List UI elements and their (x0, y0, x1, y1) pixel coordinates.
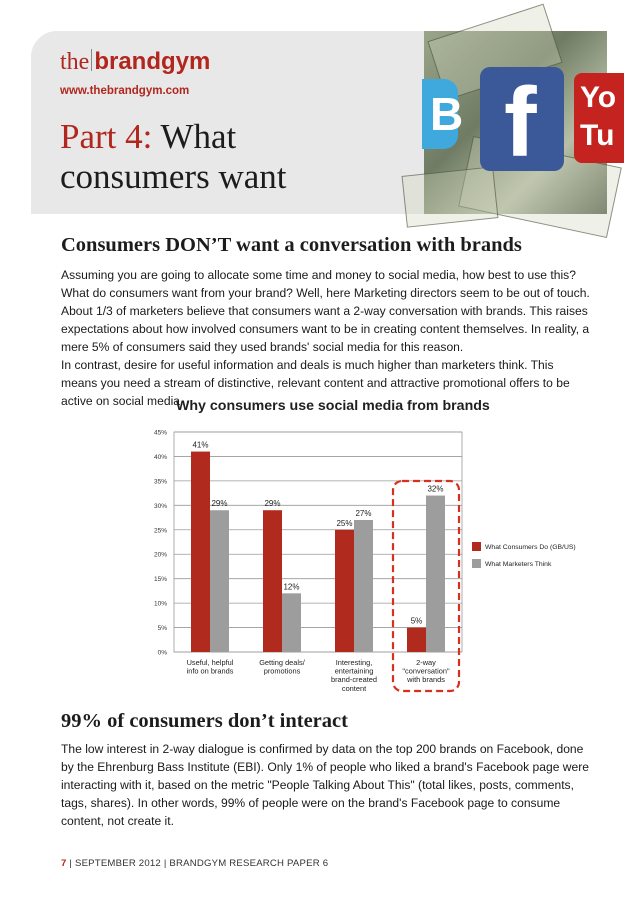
x-category-label: Interesting, (335, 658, 373, 667)
y-tick-label: 20% (153, 551, 167, 559)
bar (210, 510, 229, 652)
y-tick-label: 25% (153, 527, 167, 535)
x-category-label: Getting deals/ (259, 658, 305, 667)
x-category-label: promotions (263, 666, 301, 676)
y-tick-label: 40% (153, 453, 167, 461)
y-tick-label: 10% (153, 600, 167, 608)
logo-brandgym: brandgym (94, 48, 211, 75)
y-tick-label: 0% (157, 649, 167, 657)
footer (61, 858, 328, 869)
twitter-logo-icon: B (422, 79, 458, 149)
x-category-label: content (341, 683, 367, 693)
legend-label: What Marketers Think (485, 561, 552, 568)
page-number: 7 (61, 858, 67, 869)
data-label: 41% (192, 440, 209, 450)
website-url: www.thebrandgym.com (60, 85, 190, 97)
x-category-label: entertaining (334, 666, 374, 676)
y-tick-label: 45% (153, 429, 167, 437)
paragraph-facebook-data: The low interest in 2-way dialogue is confirmed by data on the top 200 brands on Facebook, done by the Ehrenburg Bass Institute (EBI). Only 1% of people who liked a brand's Facebook page were interacting with it, based on the metric "People Talking About This" (total likes, posts, comments, tags, shares). In other words, 99% of people were on the brand's Facebook page to consume content, not create it. (61, 742, 590, 828)
paragraph-intro: Assuming you are going to allocate some time and money to social media, how best to use this? What do consumers want from your brand? Well, here Marketing directors seem to be out of touch. About 1/3 of marketers believe that consumers want a 2-way conversation with brands. This raises expectations about how involved consumers want to be in creating content themselves. In reality, a mere 5% of consumers said they used brands' social media for this reason. (61, 268, 590, 354)
facebook-logo-icon: f (480, 67, 564, 171)
x-category-label: info on brands (186, 666, 234, 676)
x-category-label: "conversation" (402, 666, 450, 676)
paragraph-contrast: In contrast, desire for useful information and deals is much higher than marketers think. This means you need a stream of distinctive, relevant content and attractive promotional offers to be active on social media. (61, 358, 570, 408)
section-heading-interaction: 99% of consumers don’t interact (61, 710, 348, 732)
data-label: 27% (355, 509, 372, 518)
section-heading-conversation: Consumers DON’T want a conversation with brands (61, 234, 522, 256)
chart-title: Why consumers use social media from brands (176, 398, 490, 414)
x-category-label: Useful, helpful (186, 658, 234, 667)
youtube-logo-icon: Yo Tu (574, 73, 624, 163)
bar (354, 520, 373, 652)
legend-swatch (472, 559, 481, 568)
y-tick-label: 30% (153, 502, 167, 510)
data-label: 12% (283, 582, 300, 592)
data-label: 29% (211, 499, 228, 509)
bar (407, 628, 426, 652)
footer-text: | SEPTEMBER 2012 | BRANDGYM RESEARCH PAPER 6 (66, 858, 329, 869)
title-line-1: What (152, 117, 237, 156)
logo-the: the (60, 49, 90, 75)
data-label: 32% (427, 484, 444, 494)
y-tick-label: 35% (153, 478, 167, 486)
legend-swatch (472, 542, 481, 551)
legend-label: What Consumers Do (GB/US) (485, 544, 576, 551)
bar (263, 510, 282, 652)
bar (191, 452, 210, 652)
bar (335, 530, 354, 652)
y-tick-label: 5% (157, 625, 167, 633)
title-line-2: consumers want (60, 157, 287, 196)
data-label: 5% (410, 616, 423, 626)
x-category-label: 2-way (416, 658, 436, 667)
bar (426, 496, 445, 652)
x-category-label: brand-created (330, 675, 378, 685)
data-label: 25% (336, 518, 353, 528)
title-part-number: Part 4: (60, 117, 153, 156)
bar (282, 593, 301, 652)
data-label: 29% (264, 499, 281, 509)
x-category-label: with brands (407, 675, 445, 685)
y-tick-label: 15% (153, 576, 167, 584)
